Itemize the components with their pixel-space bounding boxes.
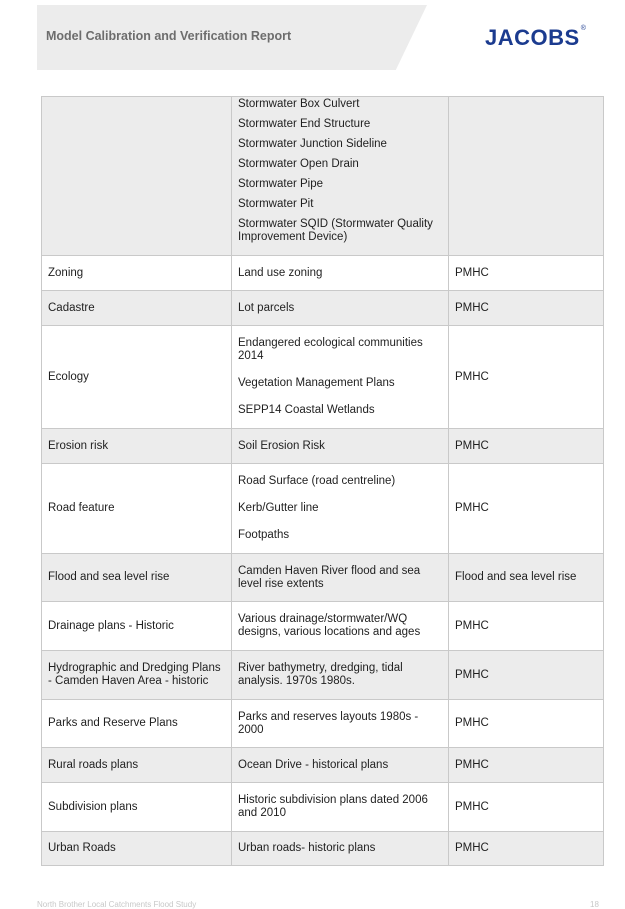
source-cell: PMHC [449, 464, 604, 554]
jacobs-logo [485, 25, 586, 51]
source-cell [449, 97, 604, 256]
logo-registered-mark: ® [580, 25, 587, 32]
source-cell: PMHC [449, 700, 604, 748]
footer-page-number: 18 [590, 900, 599, 909]
dataset-cell [232, 602, 449, 651]
category-cell: Erosion risk [42, 429, 232, 464]
dataset-item: Soil Erosion Risk [238, 439, 325, 452]
dataset-cell [232, 97, 449, 256]
data-sources-table [41, 96, 604, 866]
dataset-item: Parks and reserves layouts 1980s - 2000 [238, 710, 419, 736]
dataset-cell [232, 291, 449, 326]
category-cell: Flood and sea level rise [42, 554, 232, 602]
dataset-item: Vegetation Management Plans [238, 377, 395, 389]
dataset-item: Urban roads- historic plans [238, 842, 376, 854]
table-row [42, 602, 604, 651]
dataset-item: Camden Haven River flood and sea level rise extents [238, 564, 421, 590]
table-row [42, 256, 604, 291]
source-cell: PMHC [449, 291, 604, 326]
source-cell: PMHC [449, 326, 604, 429]
dataset-cell [232, 326, 449, 429]
source-cell: PMHC [449, 748, 604, 783]
dataset-item: Lot parcels [238, 301, 295, 314]
footer-document-name: North Brother Local Catchments Flood Study [37, 900, 197, 909]
dataset-item: Kerb/Gutter line [238, 502, 319, 514]
dataset-cell [232, 832, 449, 866]
dataset-item: Stormwater Box Culvert [238, 98, 360, 110]
category-cell: Rural roads plans [42, 748, 232, 783]
source-cell: PMHC [449, 832, 604, 866]
dataset-cell [232, 256, 449, 291]
dataset-item: Footpaths [238, 529, 290, 541]
dataset-cell [232, 464, 449, 554]
dataset-item: Stormwater End Structure [238, 118, 371, 130]
table-row [42, 700, 604, 748]
dataset-item: Various drainage/stormwater/WQ designs, various locations and ages [238, 613, 421, 638]
dataset-item: Stormwater Junction Sideline [238, 138, 387, 150]
category-cell: Cadastre [42, 291, 232, 326]
dataset-item: Stormwater Open Drain [238, 158, 359, 170]
category-cell: Parks and Reserve Plans [42, 700, 232, 748]
dataset-cell [232, 700, 449, 748]
category-cell: Urban Roads [42, 832, 232, 866]
table-row [42, 554, 604, 602]
dataset-cell [232, 783, 449, 832]
table-row [42, 748, 604, 783]
table-row [42, 429, 604, 464]
category-cell: Road feature [42, 464, 232, 554]
table-row [42, 326, 604, 429]
table-row [42, 832, 604, 866]
dataset-cell [232, 748, 449, 783]
dataset-item: Endangered ecological communities 2014 [238, 337, 423, 362]
dataset-item: Historic subdivision plans dated 2006 and 2010 [238, 794, 428, 819]
source-cell: Flood and sea level rise [449, 554, 604, 602]
source-cell: PMHC [449, 651, 604, 700]
dataset-item: Stormwater Pipe [238, 178, 324, 190]
category-cell: Hydrographic and Dredging Plans - Camden Haven Area - historic [42, 651, 232, 700]
dataset-cell [232, 429, 449, 464]
dataset-item: SEPP14 Coastal Wetlands [238, 404, 375, 416]
dataset-item: Stormwater Pit [238, 198, 314, 210]
source-cell: PMHC [449, 429, 604, 464]
table-row [42, 291, 604, 326]
dataset-cell [232, 651, 449, 700]
source-cell: PMHC [449, 256, 604, 291]
category-cell [42, 97, 232, 256]
category-cell: Ecology [42, 326, 232, 429]
table-row [42, 464, 604, 554]
dataset-item: Ocean Drive - historical plans [238, 758, 389, 771]
dataset-item: Stormwater SQID (Stormwater Quality Improvement Device) [238, 218, 433, 243]
source-cell: PMHC [449, 602, 604, 651]
table-row [42, 651, 604, 700]
dataset-item: Road Surface (road centreline) [238, 475, 396, 487]
category-cell: Subdivision plans [42, 783, 232, 832]
logo-text: JACOBS [485, 25, 580, 50]
dataset-item: River bathymetry, dredging, tidal analysis. 1970s 1980s. [238, 662, 403, 687]
dataset-item: Land use zoning [238, 266, 323, 279]
report-title: Model Calibration and Verification Report [46, 29, 292, 43]
table-row [42, 97, 604, 256]
category-cell: Zoning [42, 256, 232, 291]
source-cell: PMHC [449, 783, 604, 832]
table-row [42, 783, 604, 832]
category-cell: Drainage plans - Historic [42, 602, 232, 651]
dataset-cell [232, 554, 449, 602]
